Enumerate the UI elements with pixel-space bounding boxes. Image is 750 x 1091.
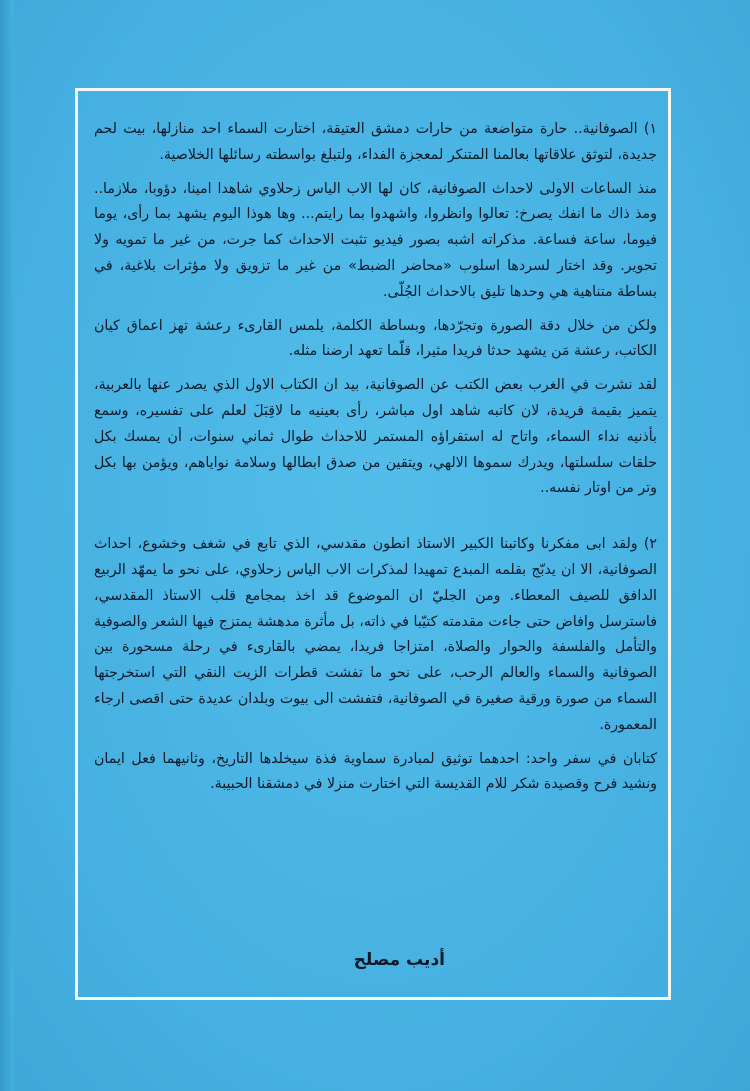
paragraph-1: ١) الصوفانية.. حارة متواضعة من حارات دمشق العتيقة، اختارت السماء احد منازلها، بيت لحم جديدة، لتوثق علاقاتها بعالمنا المتنكر لمعجزة الفداء، ولتبلغ بواسطته رسائلها الخلاصية. — [94, 121, 657, 163]
paragraph-5: ٢) ولقد ابى مفكرنا وكاتبنا الكبير الاستاذ انطون مقدسي، الذي تابع في شغف وخشوع، احداث الصوفانية، الا ان يدبّج بقلمه المبدع تمهيدا لمذكرات الاب الياس زحلاوي، على نحو ما يمهّد الربيع الدافق للصيف المعطاء. ومن الجليّ ان الموضوع قد اخذ بمجامع قلب الاستاذ المقدسي، فاسترسل وافاض حتى جاءت مقدمته كتيّبا في ذاته، بل مأثرة مدهشة يمتزج فيها الشعر والصوفية والتأمل والفلسفة والحوار والصلاة، امتزاجا فريدا، يمضي بالقارىء في رحلة مسحورة بين الصوفانية والسماء والعالم الرحب، على نحو ما تفشت قطرات الزيت النقي التي استخرجتها السماء من صورة ورقية صغيرة في الصوفانية، فتفشت الى بيوت وبلدان عديدة حتى اقصى ارجاء المعمورة. — [94, 536, 657, 733]
author-signature: أديب مصلح — [353, 950, 445, 970]
text-block — [94, 117, 657, 798]
paragraph-3: ولكن من خلال دقة الصورة وتجرّدها، وبساطة الكلمة، يلمس القارىء رعشة تهز اعماق كيان الكاتب، رعشة مَن يشهد حدثا فريدا مثيرا، قلّما تعهد ارضنا مثله. — [94, 317, 657, 360]
paragraph-4: لقد نشرت في الغرب بعض الكتب عن الصوفانية، بيد ان الكتاب الاول الذي يصدر عنها بالعربية، يتميز بقيمة فريدة، لان كاتبه شاهد اول مباشر، رأى بعينيه ما لاقِبَلَ لعلم على تفسيره، وسمع بأذنيه نداء السماء، واتاح له استقراؤه المستمر للاحداث طوال ثماني سنوات، أن يمسك بكل حلقات سلسلتها، ويدرك سموها الالهي، ويتقين من صدق ابطالها وسلامة نواياهم، ويؤمن بها بكل وتر من اوتار نفسه.. — [94, 377, 657, 497]
paragraph-6: كتابان في سفر واحد: احدهما توثيق لمبادرة سماوية فذة سيخلدها التاريخ، وثانيهما فعل ايمان ونشيد فرح وقصيدة شكر للام القديسة التي اختارت منزلا في دمشقنا الحبيبة. — [94, 750, 657, 793]
paragraph-2: منذ الساعات الاولى لاحداث الصوفانية، كان لها الاب الياس زحلاوي شاهدا امينا، دؤوبا، ملازما.. ومذ ذاك ما انفك يصرخ: تعالوا وانظروا، واشهدوا بما رايتم... وها هوذا اليوم يشهد بما رأى، يوما فيوما، ساعة فساعة. مذكراته اشبه بصور فيديو تثبت الاحداث كما جرت، من غير ما تمويه ولا تحوير. وقد اختار لسردها اسلوب «محاضر الضبط» من غير ما تزويق ولا مؤثرات بلاغية، في بساطة متناهية هي وحدها تليق بالاحداث الجُلّى. — [94, 180, 657, 300]
spine-edge — [0, 0, 14, 1091]
